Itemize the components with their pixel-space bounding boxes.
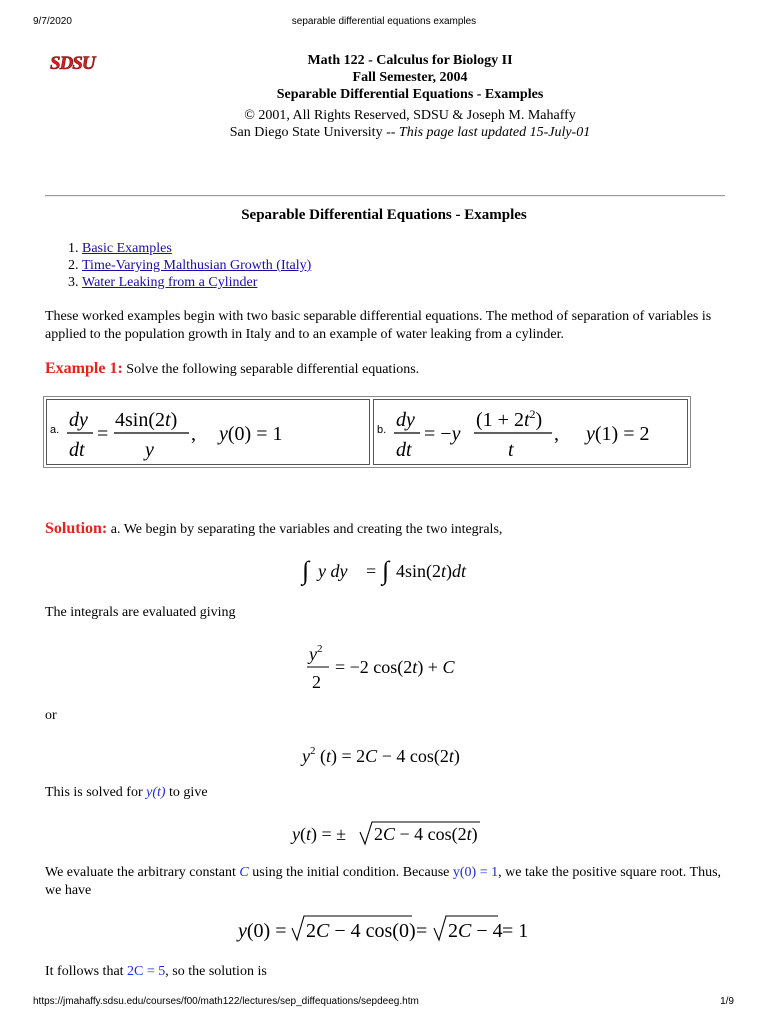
example-1-statement	[45, 360, 725, 379]
equation-a	[65, 402, 365, 466]
svg-text:= 1: = 1	[502, 920, 529, 942]
eval-mid: using the initial condition. Because	[252, 865, 450, 880]
svg-text:dt: dt	[396, 439, 412, 461]
example-cell-a	[46, 399, 370, 465]
page-header	[180, 52, 640, 141]
university-line	[180, 124, 640, 141]
svg-text:y dy: y dy	[318, 561, 348, 581]
toc-item	[82, 240, 311, 257]
page-number: 1/9	[720, 996, 734, 1007]
svg-text:2C − 4 cos(2t): 2C − 4 cos(2t)	[374, 824, 478, 844]
solved-post: to give	[169, 785, 208, 800]
svg-text:y(t) = ±: y(t) = ±	[292, 824, 347, 844]
svg-text:=: =	[416, 920, 428, 942]
svg-text:=: =	[97, 423, 109, 445]
example-1-text: Solve the following separable differential equations.	[126, 362, 420, 377]
svg-text:dy: dy	[396, 409, 415, 431]
svg-text:y(0) =: y(0) =	[238, 920, 287, 942]
semester: Fall Semester, 2004	[352, 70, 468, 85]
print-date: 9/7/2020	[33, 16, 72, 27]
example-1-label: Example 1:	[45, 360, 123, 377]
equation-evaluated	[305, 640, 485, 696]
solution-label: Solution:	[45, 520, 108, 537]
svg-text:y2 (t) = 2C − 4 cos(2t): $y^2$ (t) = 2C − 4 cos(2t)	[302, 745, 460, 766]
logo-text: SDSU	[50, 53, 95, 74]
equation-y-squared	[300, 740, 500, 770]
equation-b	[392, 402, 692, 466]
copyright: © 2001, All Rights Reserved, SDSU & Joseph M. Mahaffy	[244, 108, 576, 123]
intro-paragraph: These worked examples begin with two basic separable differential equations. The method of separation of variables is applied to the population growth in Italy and to an example of water leaking from a cylinder.	[45, 309, 712, 342]
course-title: Math 122 - Calculus for Biology II	[307, 53, 513, 68]
svg-text:dt: dt	[69, 439, 85, 461]
svg-text:(1 + 2t2): $(1 + 2t^2)$	[476, 407, 543, 431]
part-a-label: a.	[50, 424, 60, 436]
equation-integrals	[300, 553, 480, 589]
eval-post: , we take the positive square root. Thus, we have	[45, 865, 722, 898]
eval-initial-condition: y(0) = 1	[452, 865, 499, 880]
svg-text:t: t	[508, 439, 514, 461]
follows-post: , so the solution is	[165, 964, 267, 979]
solved-var: y(t)	[146, 785, 166, 800]
svg-text:2C − 4: 2C − 4	[448, 920, 503, 942]
solved-for-text	[45, 784, 208, 802]
toc-item	[82, 274, 311, 291]
svg-text:=: =	[366, 561, 377, 581]
follows-pre: It follows that	[45, 964, 124, 979]
or-text: or	[45, 708, 57, 723]
page-subtitle: Separable Differential Equations - Examples	[276, 87, 544, 102]
svg-text:y(1) = 2: y(1) = 2	[586, 423, 650, 445]
svg-text:4sin(2t): 4sin(2t)	[115, 409, 178, 431]
solved-pre: This is solved for	[45, 785, 143, 800]
divider	[45, 195, 725, 197]
svg-text:,: ,	[554, 423, 559, 445]
follows-text	[45, 963, 267, 981]
equation-y-of-t	[290, 818, 510, 850]
svg-text:y: y	[145, 439, 154, 461]
sdsu-logo	[48, 50, 112, 74]
svg-text:∫: ∫	[382, 556, 390, 585]
svg-text:2: 2	[312, 672, 321, 692]
svg-text:= −2 cos(2t) + C: = −2 cos(2t) + C	[335, 657, 455, 677]
svg-text:dy: dy	[69, 409, 88, 431]
eval-constant: C	[239, 865, 249, 880]
toc-item	[82, 257, 311, 274]
evaluate-constant-text	[45, 864, 725, 900]
toc-link-basic-examples[interactable]: Basic Examples	[82, 241, 172, 256]
svg-text:4sin(2t)dt: 4sin(2t)dt	[396, 561, 467, 581]
svg-text:y(0) = 1: y(0) = 1	[219, 423, 283, 445]
toc-link-water-leaking[interactable]: Water Leaking from a Cylinder	[82, 275, 258, 290]
solution-text: a. We begin by separating the variables and creating the two integrals,	[110, 522, 503, 537]
print-url: https://jmahaffy.sdsu.edu/courses/f00/math122/lectures/sep_diffequations/sepdeeg.htm	[33, 996, 419, 1007]
print-title: separable differential equations examples	[291, 16, 477, 27]
example-cell-b	[373, 399, 688, 465]
integrals-evaluated-text: The integrals are evaluated giving	[45, 605, 236, 620]
eval-pre: We evaluate the arbitrary constant	[45, 865, 236, 880]
svg-text:,: ,	[191, 423, 196, 445]
svg-text:= −y: = −y	[424, 423, 461, 445]
section-title: Separable Differential Equations - Examples	[241, 207, 527, 223]
last-updated: This page last updated 15-July-01	[398, 125, 591, 140]
example-table	[43, 396, 691, 468]
part-b-label: b.	[377, 424, 387, 436]
svg-text:2C − 4 cos(0): 2C − 4 cos(0)	[306, 920, 416, 942]
equation-y-of-zero	[236, 912, 546, 948]
toc-link-malthusian-growth[interactable]: Time-Varying Malthusian Growth (Italy)	[82, 258, 312, 273]
svg-text:y2: $y^2$	[309, 643, 323, 664]
university: San Diego State University --	[229, 125, 396, 140]
table-of-contents	[62, 240, 311, 291]
svg-text:∫: ∫	[302, 556, 310, 585]
follows-eq: 2C = 5	[127, 964, 166, 979]
solution-intro	[45, 520, 725, 539]
